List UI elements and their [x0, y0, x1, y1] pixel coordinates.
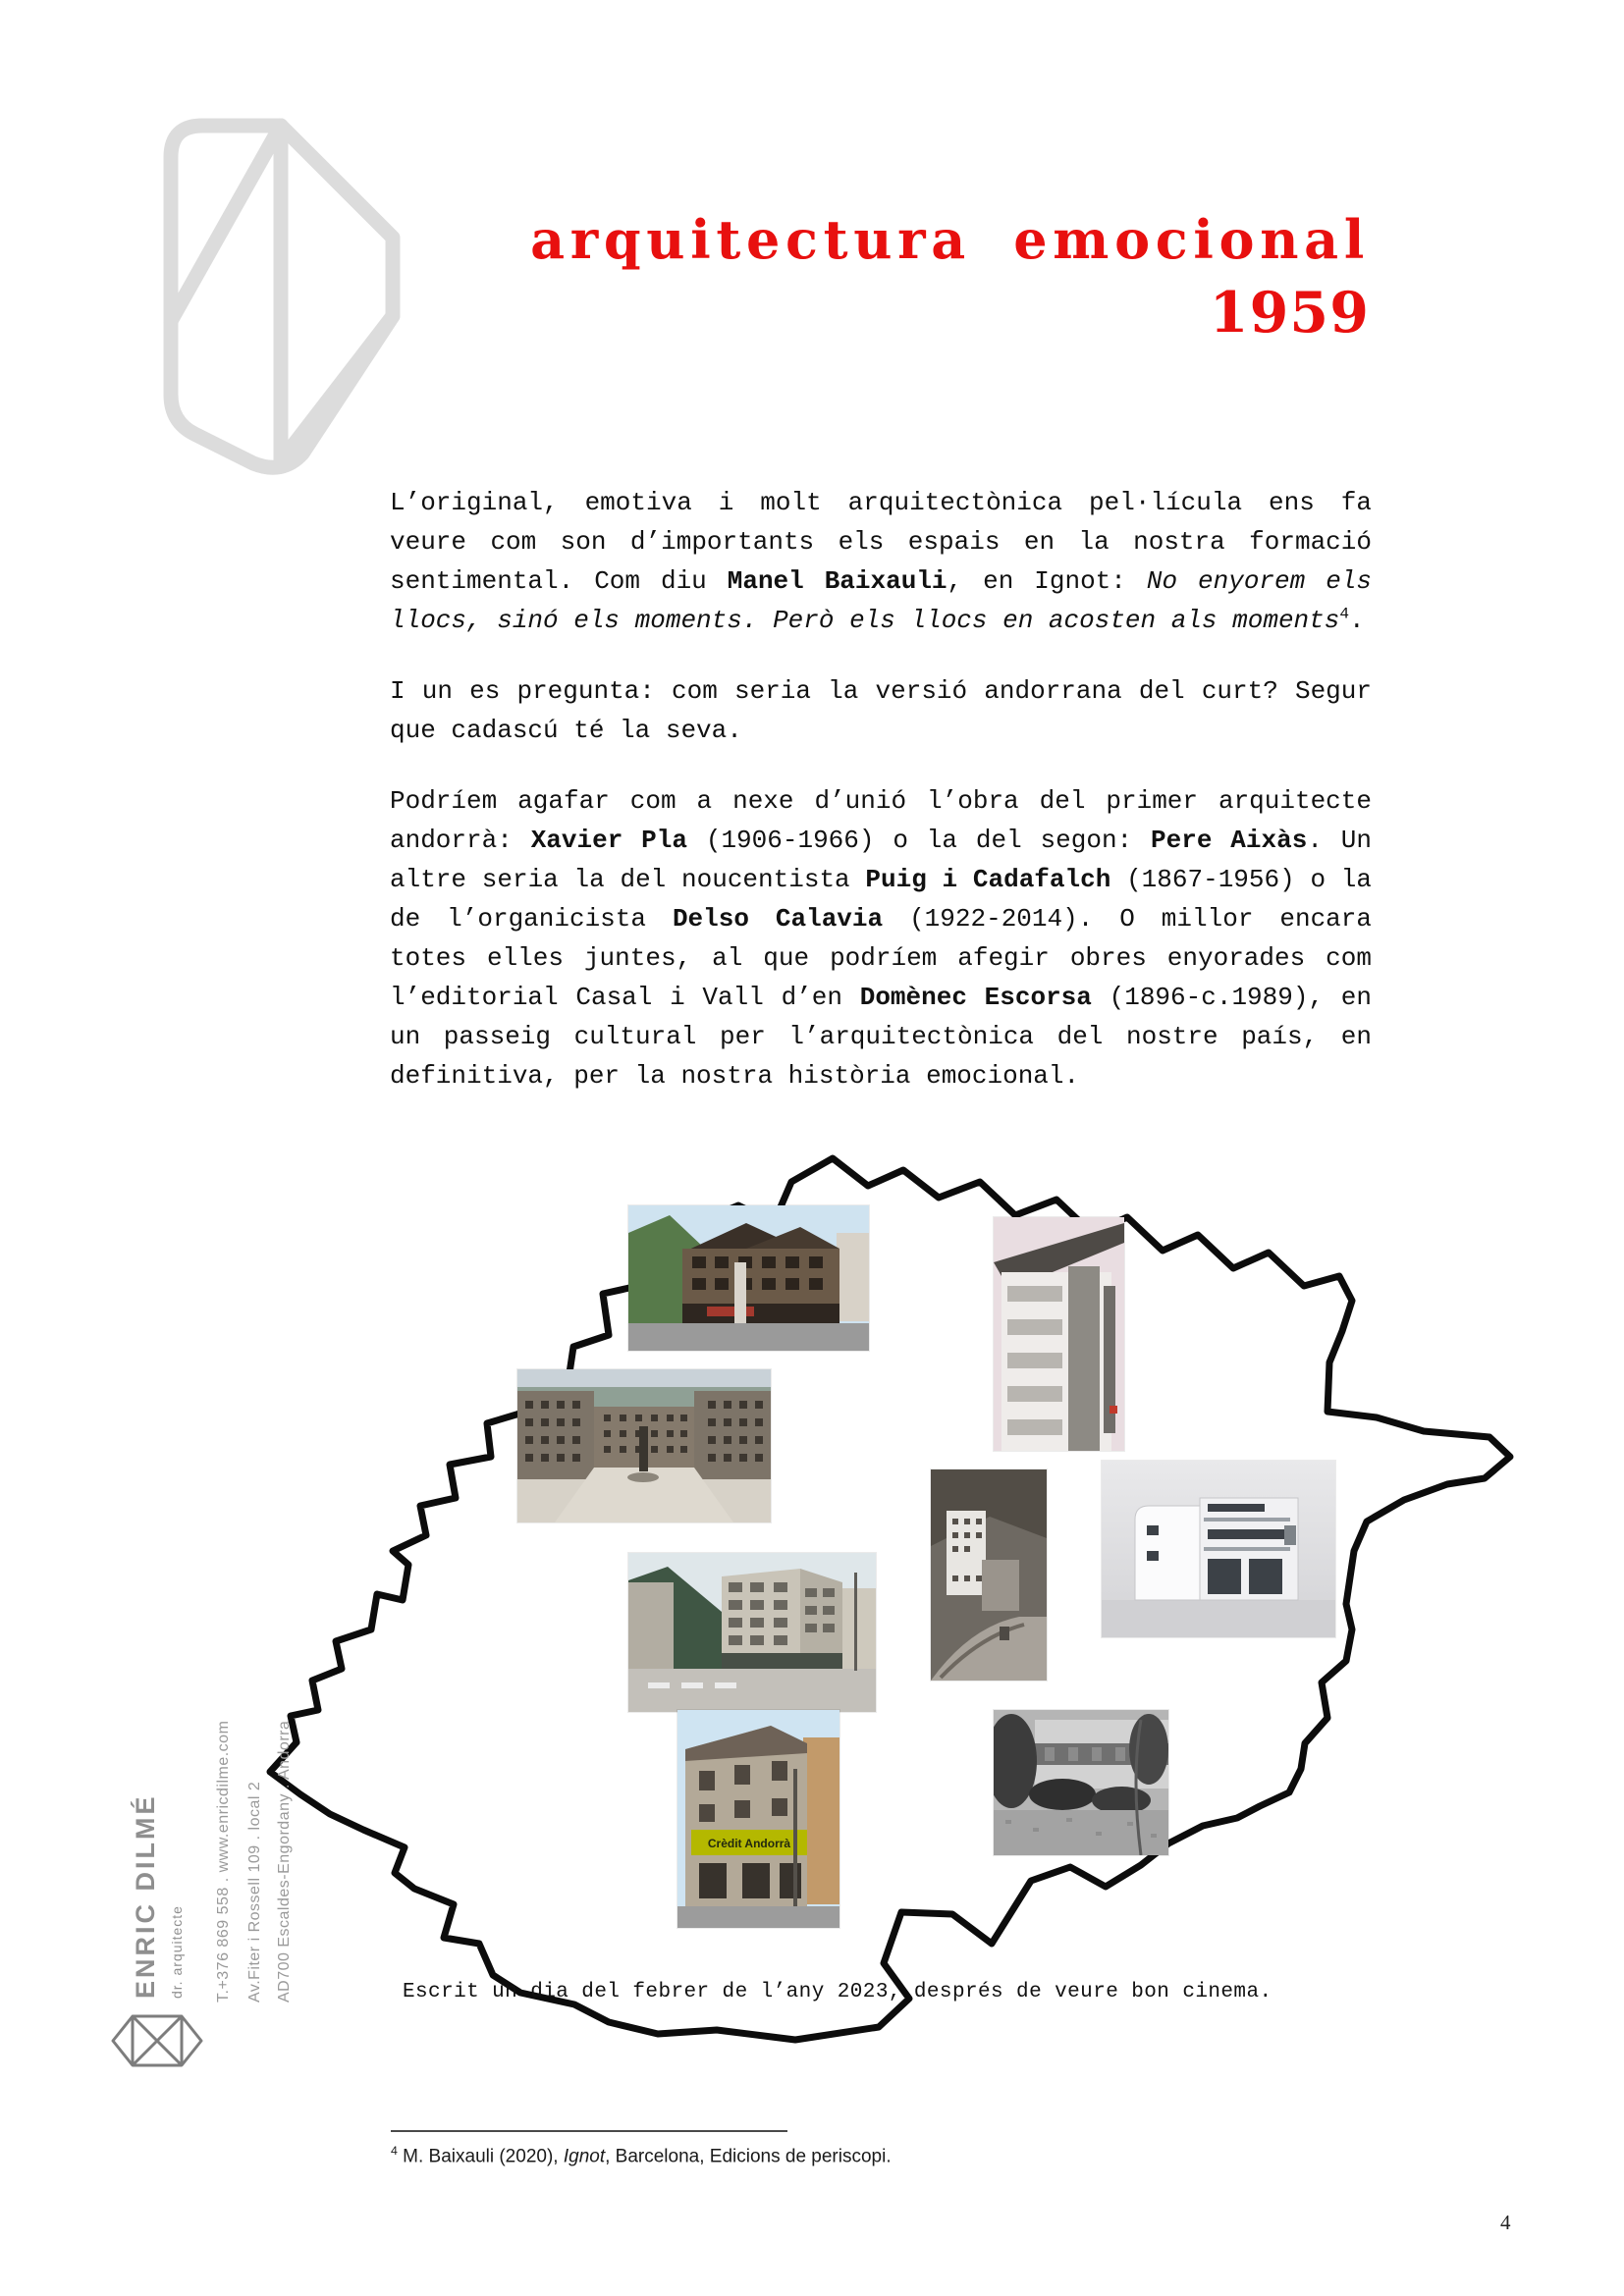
footnote-text-before: M. Baixauli (2020), — [397, 2146, 564, 2167]
sidebar-address-line-1: Av.Fiter i Rossell 109 . local 2 — [246, 1781, 263, 2002]
courtyard-plaza-photo — [517, 1369, 771, 1522]
white-tower-hillside-photo — [931, 1469, 1047, 1681]
sidebar-address-line-2: AD700 Escaldes-Engordany . Andorra — [276, 1720, 293, 2002]
garden-trees-building-photo — [994, 1710, 1168, 1855]
paragraph-3: Podríem agafar com a nexe d’unió l’obra del primer arquitecte andorrà: Xavier Pla (1906-1966) o la del segon: Pere Aixàs. Un altre seria la del noucentista Puig i Cadafalch (1867-1956) o la de l’organicista Delso Calavia (1922-2014). O millor encara totes elles juntes, al que podríem afegir obres enyorades com l’editorial Casal i Vall d’en Domènec Escorsa (1896-c.1989), en un passeig cultural per l’arquitectònica del nostre país, en definitiva, per la nostra història emocional. — [390, 786, 1372, 1091]
footnote-text-after: , Barcelona, Edicions de periscopi. — [605, 2146, 892, 2167]
figure-caption: Escrit un dia del febrer de l’any 2023, després de veure bon cinema. — [403, 1981, 1272, 2003]
sidebar-architect-role: dr. arquitecte — [169, 1905, 185, 1999]
sidebar-architect-name: ENRIC DILMÉ — [131, 1793, 160, 1999]
footnote — [391, 2144, 1274, 2167]
enric-dilme-logo — [155, 110, 401, 483]
paragraph-1: L’original, emotiva i molt arquitectònica pel·lícula ens fa veure com son d’importants els espais en la nostra formació sentimental. Com diu Manel Baixauli, en Ignot: No enyorem els llocs, sinó els moments. Però els llocs en acosten als moments$^4$. — [390, 488, 1372, 635]
sidebar-contact-line: T.+376 869 558 . www.enricdilme.com — [215, 1720, 232, 2002]
article-body — [390, 483, 1372, 1127]
white-render-building-photo — [1102, 1461, 1335, 1637]
andorra-map-outline — [245, 1139, 1532, 2071]
credit-andorra-building-photo — [677, 1710, 839, 1928]
page-title: arquitectura emocional — [530, 208, 1370, 271]
stone-hotel-photo — [628, 1205, 869, 1351]
slanted-roof-building-photo — [994, 1217, 1124, 1451]
enric-dilme-small-logo — [110, 2008, 204, 2073]
page-title-year: 1959 — [1209, 280, 1370, 347]
footnote-marker: 4 — [391, 2144, 398, 2158]
credit-andorra-sign: Crèdit Andorrà — [707, 1837, 791, 1850]
page-number: 4 — [1500, 2211, 1511, 2234]
footnote-book-title: Ignot — [563, 2146, 606, 2167]
street-corner-building-photo — [628, 1553, 876, 1712]
paragraph-2: I un es pregunta: com seria la versió andorrana del curt? Segur que cadascú té la seva. — [390, 676, 1372, 745]
footnote-rule — [391, 2130, 787, 2132]
